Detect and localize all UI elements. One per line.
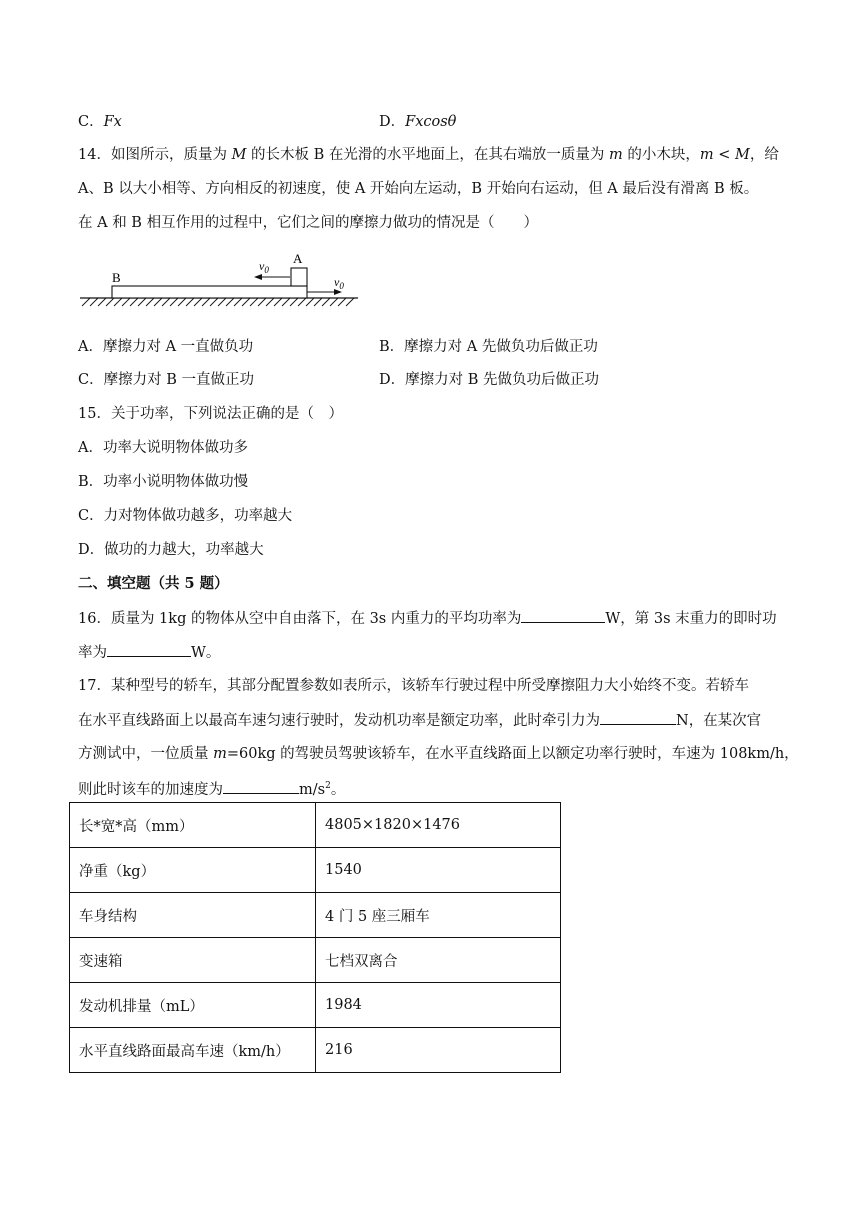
condition: m < M bbox=[699, 147, 750, 163]
table-cell-value: 七档双离合 bbox=[316, 938, 561, 983]
table-cell-param: 净重（kg） bbox=[70, 848, 316, 893]
q15-option-a: A．功率大说明物体做功多 bbox=[78, 440, 248, 456]
text: 。 bbox=[330, 781, 346, 798]
q15-option-b: B．功率小说明物体做功慢 bbox=[78, 474, 249, 490]
answer-blank[interactable] bbox=[107, 642, 191, 657]
q14-stem-line2: A、B 以大小相等、方向相反的初速度，使 A 开始向左运动，B 开始向右运动，但 A 最后没有滑离 B 板。 bbox=[78, 181, 759, 197]
text: 则此时该车的加速度为 bbox=[78, 781, 223, 798]
q15-option-d: D．做功的力越大，功率越大 bbox=[78, 542, 264, 558]
q14-figure bbox=[76, 246, 366, 310]
unit-exponent: 2 bbox=[325, 781, 331, 791]
q14-stem-line1 bbox=[78, 145, 779, 165]
text: W。 bbox=[191, 645, 221, 661]
unit: m/s bbox=[299, 781, 326, 798]
table-cell-param: 水平直线路面最高车速（km/h） bbox=[70, 1028, 316, 1073]
table-cell-param: 车身结构 bbox=[70, 893, 316, 938]
board-B bbox=[112, 286, 307, 298]
block-A bbox=[291, 268, 307, 286]
q17-line2 bbox=[78, 710, 761, 731]
q16-line2 bbox=[78, 642, 220, 663]
q13-option-d bbox=[379, 112, 456, 132]
answer-blank[interactable] bbox=[600, 710, 676, 725]
label-v0-left: $v_0$ bbox=[259, 259, 269, 275]
theta-symbol: θ bbox=[447, 114, 457, 130]
q14-stem-line3: 在 A 和 B 相互作用的过程中，它们之间的摩擦力做功的情况是（ ） bbox=[78, 215, 539, 231]
label-B: B bbox=[112, 270, 121, 285]
table-row bbox=[70, 938, 561, 983]
table-row bbox=[70, 983, 561, 1028]
option-label: C． bbox=[78, 114, 104, 130]
q17-line3 bbox=[78, 744, 799, 764]
q15-stem: 15．关于功率，下列说法正确的是（ ） bbox=[78, 406, 343, 422]
text: 的小木块， bbox=[622, 147, 700, 163]
option-text: Fxcos bbox=[405, 114, 448, 130]
q13-option-c bbox=[78, 112, 122, 132]
table-cell-param: 长*宽*高（mm） bbox=[70, 803, 316, 848]
text: N，在某次官 bbox=[676, 713, 762, 729]
text: 在水平直线路面上以最高车速匀速行驶时，发动机功率是额定功率，此时牵引力为 bbox=[78, 713, 600, 729]
text: 14．如图所示，质量为 bbox=[78, 147, 232, 163]
q15-option-c: C．力对物体做功越多，功率越大 bbox=[78, 508, 293, 524]
answer-blank[interactable] bbox=[521, 608, 605, 623]
q14-option-d: D．摩擦力对 B 先做负功后做正功 bbox=[379, 372, 599, 388]
table-row bbox=[70, 803, 561, 848]
table-row bbox=[70, 1028, 561, 1073]
table-cell-param: 发动机排量（mL） bbox=[70, 983, 316, 1028]
option-label: D． bbox=[379, 114, 406, 130]
text: =60kg 的驾驶员驾驶该轿车，在水平直线路面上以额定功率行驶时，车速为 108km/h， bbox=[226, 746, 799, 762]
variable-m: m bbox=[213, 746, 227, 762]
arrow-left-head bbox=[254, 274, 262, 280]
table-cell-value: 216 bbox=[316, 1028, 561, 1073]
table-cell-value: 4805×1820×1476 bbox=[316, 803, 561, 848]
table-cell-value: 4 门 5 座三厢车 bbox=[316, 893, 561, 938]
label-v0-right: $v_0$ bbox=[334, 275, 344, 291]
q14-option-c: C．摩擦力对 B 一直做正功 bbox=[78, 372, 254, 388]
text: ，给 bbox=[749, 147, 779, 163]
q14-option-a: A．摩擦力对 A 一直做负功 bbox=[78, 339, 254, 355]
text: W，第 3s 末重力的即时功 bbox=[605, 611, 777, 627]
table-row bbox=[70, 848, 561, 893]
q16-line1 bbox=[78, 608, 777, 629]
text: 率为 bbox=[78, 645, 107, 661]
table-cell-value: 1540 bbox=[316, 848, 561, 893]
q17-line1: 17．某种型号的轿车，其部分配置参数如表所示，该轿车行驶过程中所受摩擦阻力大小始终不变。若轿车 bbox=[78, 678, 749, 694]
table-row bbox=[70, 893, 561, 938]
spec-table bbox=[69, 802, 561, 1073]
text: 16．质量为 1kg 的物体从空中自由落下，在 3s 内重力的平均功率为 bbox=[78, 611, 522, 627]
variable-M: M bbox=[231, 147, 247, 163]
q17-line4 bbox=[78, 776, 345, 800]
text: 的长木板 B 在光滑的水平地面上，在其右端放一质量为 bbox=[246, 147, 610, 163]
text: 方测试中，一位质量 bbox=[78, 746, 214, 762]
answer-blank[interactable] bbox=[223, 779, 299, 794]
ground-hatching bbox=[82, 298, 354, 306]
section-heading: 二、填空题（共 5 题） bbox=[78, 575, 229, 592]
variable-m: m bbox=[609, 147, 623, 163]
table-cell-param: 变速箱 bbox=[70, 938, 316, 983]
q14-option-b: B．摩擦力对 A 先做负功后做正功 bbox=[379, 339, 598, 355]
table-cell-value: 1984 bbox=[316, 983, 561, 1028]
option-text: Fx bbox=[103, 114, 122, 130]
label-A: A bbox=[293, 251, 303, 266]
